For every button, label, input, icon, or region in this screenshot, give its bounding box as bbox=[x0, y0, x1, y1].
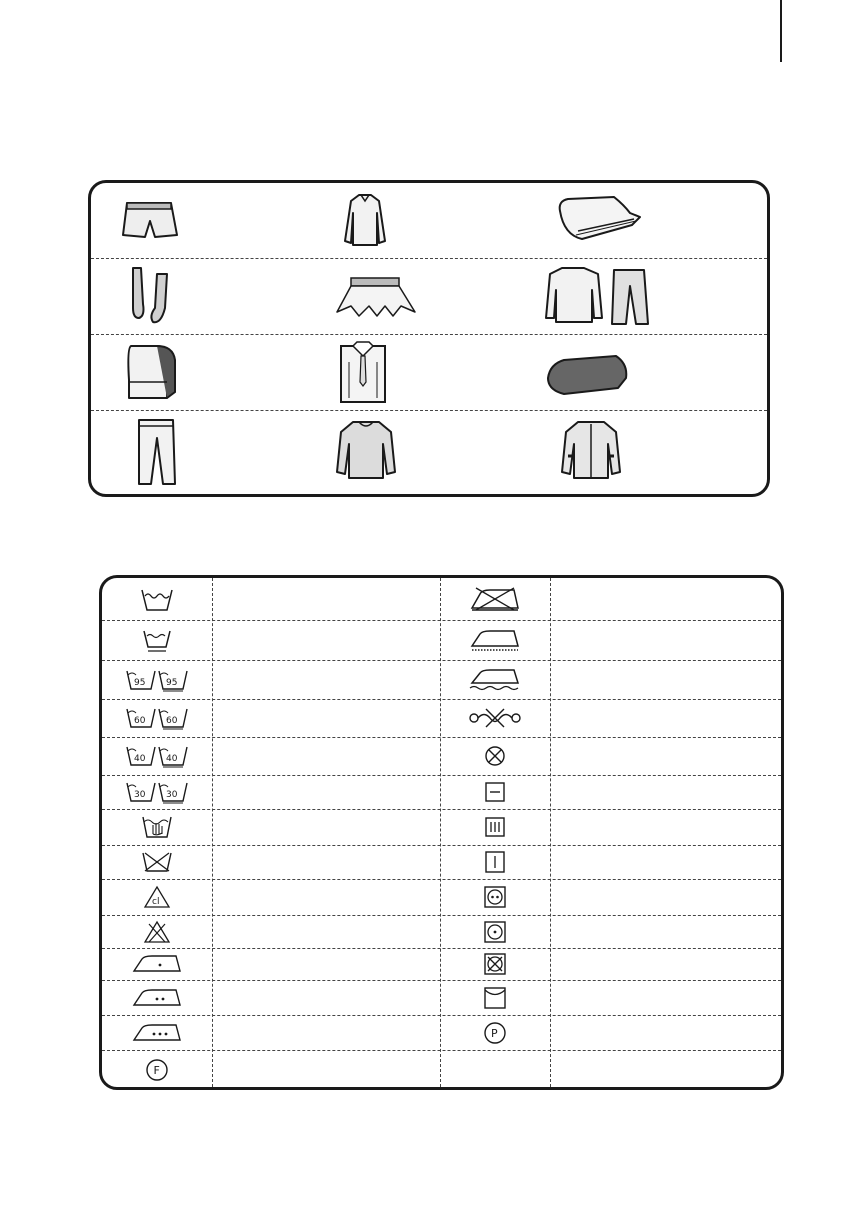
dress-shirt-icon bbox=[333, 338, 393, 404]
shorts-icon bbox=[115, 195, 185, 245]
jeans-icon bbox=[131, 416, 181, 488]
iron-medium-icon bbox=[130, 987, 184, 1009]
garment-row bbox=[91, 410, 767, 497]
hand-towel-icon bbox=[117, 340, 183, 404]
care-row bbox=[102, 980, 781, 1016]
hand-wash-icon bbox=[141, 814, 173, 840]
care-row bbox=[102, 578, 781, 621]
no-tumble-dry-icon bbox=[484, 953, 506, 975]
iron-very-gentle-icon bbox=[468, 667, 522, 693]
svg-text:95: 95 bbox=[166, 677, 178, 688]
drip-dry-icon bbox=[485, 817, 505, 837]
no-bleach-icon bbox=[143, 920, 171, 944]
do-not-wring-icon bbox=[468, 707, 522, 729]
svg-text:60: 60 bbox=[166, 716, 178, 726]
care-row bbox=[102, 775, 781, 810]
skirt-icon bbox=[331, 272, 421, 322]
sweater-icon bbox=[331, 416, 401, 484]
care-symbol-table bbox=[99, 575, 784, 1090]
page-margin-line bbox=[780, 0, 782, 62]
iron-low-icon bbox=[130, 953, 184, 975]
svg-text:60: 60 bbox=[134, 716, 146, 726]
care-row bbox=[102, 879, 781, 916]
do-not-dry-icon bbox=[484, 745, 506, 767]
svg-text:40: 40 bbox=[134, 754, 146, 764]
wash-95-icon bbox=[125, 668, 189, 692]
care-row bbox=[102, 660, 781, 700]
svg-text:F: F bbox=[153, 1064, 160, 1077]
care-row bbox=[102, 1015, 781, 1051]
wash-60-icon bbox=[125, 706, 189, 730]
care-row bbox=[102, 845, 781, 880]
jacket-trousers-icon bbox=[544, 264, 654, 328]
chlorine-bleach-icon bbox=[143, 885, 171, 909]
towel-icon bbox=[554, 191, 644, 247]
garment-panel bbox=[88, 180, 770, 497]
hang-dry-icon bbox=[484, 987, 506, 1009]
dry-flat-icon bbox=[485, 782, 505, 802]
tumble-dry-normal-icon bbox=[484, 886, 506, 908]
svg-text:30: 30 bbox=[166, 790, 178, 800]
garment-row bbox=[91, 258, 767, 335]
no-iron-icon bbox=[468, 586, 522, 612]
shirt-icon bbox=[335, 189, 395, 249]
zip-jacket-icon bbox=[556, 416, 626, 484]
svg-text:cl: cl bbox=[152, 897, 160, 907]
garment-row bbox=[91, 183, 767, 259]
wash-30-icon bbox=[125, 780, 189, 804]
blanket-icon bbox=[544, 348, 634, 398]
care-row bbox=[102, 699, 781, 738]
care-row bbox=[102, 620, 781, 661]
care-row bbox=[102, 948, 781, 981]
dry-clean-p-icon bbox=[483, 1021, 507, 1045]
svg-text:40: 40 bbox=[166, 754, 178, 764]
care-row bbox=[102, 737, 781, 776]
svg-text:95: 95 bbox=[134, 677, 146, 688]
care-row bbox=[102, 809, 781, 846]
line-dry-icon bbox=[485, 851, 505, 873]
care-row bbox=[102, 915, 781, 949]
garment-row bbox=[91, 334, 767, 411]
svg-text:30: 30 bbox=[134, 790, 146, 800]
iron-high-icon bbox=[130, 1022, 184, 1044]
care-row bbox=[102, 1050, 781, 1090]
wash-40-icon bbox=[125, 744, 189, 768]
do-not-wash-icon bbox=[141, 850, 173, 874]
washtub-icon bbox=[140, 586, 174, 612]
dry-clean-f-icon bbox=[145, 1058, 169, 1082]
socks-icon bbox=[121, 264, 181, 328]
washtub-gentle-icon bbox=[142, 627, 172, 653]
svg-text:P: P bbox=[491, 1026, 498, 1040]
tumble-dry-low-icon bbox=[484, 921, 506, 943]
iron-gentle-icon bbox=[468, 628, 522, 652]
